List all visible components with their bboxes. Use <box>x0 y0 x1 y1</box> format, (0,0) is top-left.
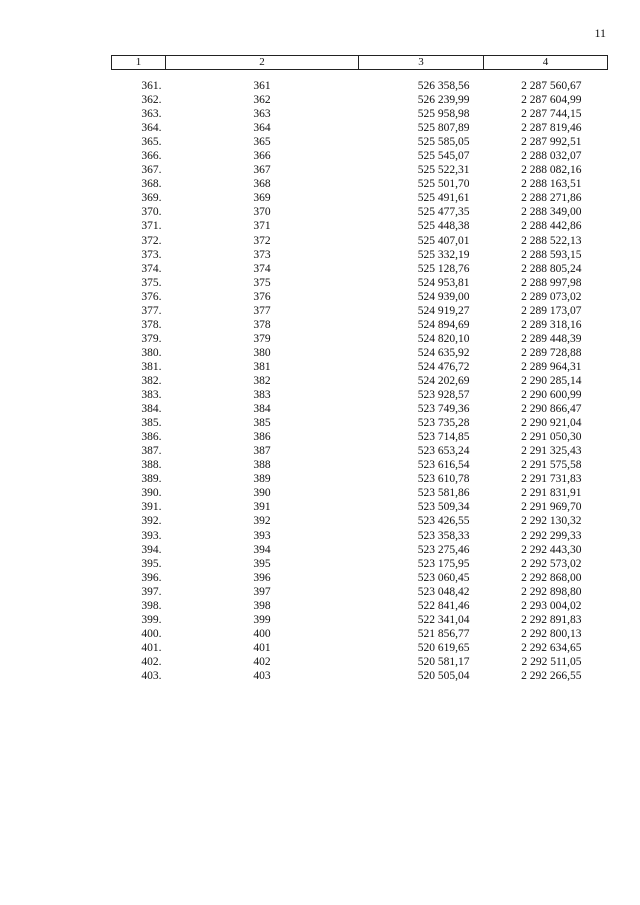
point-number: 403 <box>253 669 271 682</box>
coordinate-x: 525 545,07 <box>417 150 470 163</box>
table-row <box>112 93 608 107</box>
row-number: 391. <box>141 501 162 514</box>
coordinate-y: 2 288 997,98 <box>521 276 582 289</box>
coordinate-y: 2 292 573,02 <box>521 557 582 570</box>
table-row <box>112 318 608 332</box>
table-row <box>112 585 608 599</box>
coordinate-y: 2 291 831,91 <box>521 487 582 500</box>
coordinates-table <box>111 55 608 683</box>
row-number: 375. <box>141 276 162 289</box>
table-row <box>112 599 608 613</box>
coordinate-y: 2 292 443,30 <box>521 543 582 556</box>
row-number: 386. <box>141 431 162 444</box>
row-number: 395. <box>141 557 162 570</box>
table-row <box>112 374 608 388</box>
coordinate-x: 525 448,38 <box>417 220 470 233</box>
coordinate-y: 2 292 891,83 <box>521 613 582 626</box>
point-number: 367 <box>253 164 271 177</box>
point-number: 384 <box>253 403 271 416</box>
coordinate-x: 525 332,19 <box>417 248 470 261</box>
coordinate-x: 524 894,69 <box>417 318 470 331</box>
coordinate-y: 2 292 511,05 <box>521 655 582 668</box>
column-header-1: 1 <box>112 56 166 70</box>
coordinate-y: 2 290 285,14 <box>521 375 582 387</box>
point-number: 402 <box>253 655 271 668</box>
coordinate-x: 526 239,99 <box>417 94 470 107</box>
coordinate-x: 524 919,27 <box>417 304 470 317</box>
row-number: 369. <box>141 192 162 205</box>
point-number: 362 <box>253 94 271 107</box>
coordinate-x: 523 581,86 <box>417 487 470 500</box>
coordinate-x: 525 807,89 <box>417 122 470 135</box>
point-number: 379 <box>253 332 271 345</box>
table-row <box>112 149 608 163</box>
table-header <box>112 56 608 70</box>
coordinate-x: 525 958,98 <box>417 108 470 121</box>
coordinate-x: 524 820,10 <box>417 332 470 345</box>
row-number: 403. <box>141 669 162 682</box>
table-row <box>112 571 608 585</box>
coordinate-y: 2 288 805,24 <box>521 262 582 275</box>
row-number: 377. <box>141 304 162 317</box>
table-body <box>112 70 608 684</box>
table-row <box>112 444 608 458</box>
coordinate-y: 2 288 522,13 <box>521 234 582 247</box>
point-number: 388 <box>253 459 271 472</box>
table-row <box>112 205 608 219</box>
coordinate-x: 520 581,17 <box>417 655 470 668</box>
point-number: 389 <box>253 473 271 486</box>
row-number: 387. <box>141 445 162 458</box>
row-number: 380. <box>141 346 162 359</box>
row-number: 393. <box>141 529 162 542</box>
table-row <box>112 346 608 360</box>
coordinate-x: 525 585,05 <box>417 136 470 149</box>
column-header-3: 3 <box>359 56 484 70</box>
row-number: 390. <box>141 487 162 500</box>
point-number: 361 <box>253 80 271 93</box>
coordinate-y: 2 291 050,30 <box>521 431 582 444</box>
coordinate-y: 2 288 271,86 <box>521 192 582 205</box>
coordinate-x: 523 735,28 <box>417 417 470 430</box>
point-number: 374 <box>253 262 271 275</box>
table-row <box>112 234 608 248</box>
coordinate-y: 2 288 163,51 <box>521 178 582 191</box>
table-row <box>112 669 608 683</box>
point-number: 364 <box>253 122 271 135</box>
table-row <box>112 290 608 304</box>
table-row <box>112 360 608 374</box>
row-number: 366. <box>141 150 162 163</box>
coordinate-y: 2 289 173,07 <box>521 304 582 317</box>
coordinate-y: 2 292 898,80 <box>521 585 582 598</box>
point-number: 396 <box>253 571 271 584</box>
table-row <box>112 248 608 262</box>
coordinate-y: 2 291 969,70 <box>521 501 582 514</box>
coordinate-x: 520 619,65 <box>417 641 470 654</box>
table-row <box>112 107 608 121</box>
point-number: 382 <box>253 375 271 387</box>
row-number: 383. <box>141 389 162 402</box>
table-row <box>112 332 608 346</box>
coordinate-y: 2 287 819,46 <box>521 122 582 135</box>
coordinate-x: 523 749,36 <box>417 403 470 416</box>
row-number: 370. <box>141 206 162 219</box>
table-row <box>112 262 608 276</box>
coordinate-x: 525 128,76 <box>417 262 470 275</box>
point-number: 393 <box>253 529 271 542</box>
point-number: 400 <box>253 627 271 640</box>
table-row <box>112 613 608 627</box>
point-number: 383 <box>253 389 271 402</box>
coordinate-x: 525 407,01 <box>417 234 470 247</box>
point-number: 394 <box>253 543 271 556</box>
point-number: 380 <box>253 346 271 359</box>
point-number: 378 <box>253 318 271 331</box>
table-row <box>112 472 608 486</box>
coordinate-y: 2 291 575,58 <box>521 459 582 472</box>
row-number: 381. <box>141 360 162 373</box>
coordinate-x: 520 505,04 <box>417 669 470 682</box>
coordinate-x: 525 501,70 <box>417 178 470 191</box>
table-row <box>112 191 608 205</box>
coordinate-y: 2 292 634,65 <box>521 641 582 654</box>
coordinate-x: 523 060,45 <box>417 571 470 584</box>
coordinate-y: 2 293 004,02 <box>521 599 582 612</box>
point-number: 385 <box>253 417 271 430</box>
coordinate-x: 523 653,24 <box>417 445 470 458</box>
table-row <box>112 121 608 135</box>
coordinate-y: 2 288 032,07 <box>521 150 582 163</box>
point-number: 398 <box>253 599 271 612</box>
point-number: 397 <box>253 585 271 598</box>
coordinate-x: 525 522,31 <box>417 164 470 177</box>
coordinate-y: 2 290 866,47 <box>521 403 582 416</box>
row-number: 384. <box>141 403 162 416</box>
coordinate-x: 524 202,69 <box>417 375 470 387</box>
table-row <box>112 388 608 402</box>
coordinate-y: 2 292 868,00 <box>521 571 582 584</box>
table-row <box>112 514 608 528</box>
coordinate-x: 522 341,04 <box>417 613 470 626</box>
coordinate-x: 523 610,78 <box>417 473 470 486</box>
coordinate-x: 523 714,85 <box>417 431 470 444</box>
point-number: 363 <box>253 108 271 121</box>
row-number: 388. <box>141 459 162 472</box>
coordinate-x: 524 476,72 <box>417 360 470 373</box>
point-number: 391 <box>253 501 271 514</box>
coordinate-y: 2 289 318,16 <box>521 318 582 331</box>
coordinate-x: 523 358,33 <box>417 529 470 542</box>
coordinate-y: 2 287 744,15 <box>521 108 582 121</box>
row-number: 362. <box>141 94 162 107</box>
point-number: 365 <box>253 136 271 149</box>
point-number: 366 <box>253 150 271 163</box>
row-number: 372. <box>141 234 162 247</box>
point-number: 392 <box>253 515 271 528</box>
coordinate-y: 2 288 593,15 <box>521 248 582 261</box>
coordinate-x: 526 358,56 <box>417 80 470 93</box>
coordinate-x: 522 841,46 <box>417 599 470 612</box>
table-row <box>112 135 608 149</box>
point-number: 386 <box>253 431 271 444</box>
coordinate-x: 523 426,55 <box>417 515 470 528</box>
table-row <box>112 543 608 557</box>
page-number: 11 <box>594 26 606 40</box>
header-row <box>112 56 608 70</box>
row-number: 373. <box>141 248 162 261</box>
coordinate-x: 524 939,00 <box>417 290 470 303</box>
coordinate-y: 2 291 731,83 <box>521 473 582 486</box>
point-number: 369 <box>253 192 271 205</box>
point-number: 368 <box>253 178 271 191</box>
coordinate-y: 2 287 992,51 <box>521 136 582 149</box>
table-row <box>112 430 608 444</box>
coordinate-y: 2 289 728,88 <box>521 346 582 359</box>
point-number: 373 <box>253 248 271 261</box>
row-number: 379. <box>141 332 162 345</box>
row-number: 376. <box>141 290 162 303</box>
point-number: 370 <box>253 206 271 219</box>
point-number: 375 <box>253 276 271 289</box>
table-row <box>112 458 608 472</box>
row-number: 400. <box>141 627 162 640</box>
table-row <box>112 557 608 571</box>
row-number: 398. <box>141 599 162 612</box>
coordinate-y: 2 288 442,86 <box>521 220 582 233</box>
column-header-2: 2 <box>166 56 359 70</box>
coordinate-x: 523 175,95 <box>417 557 470 570</box>
row-number: 382. <box>141 375 162 387</box>
row-number: 401. <box>141 641 162 654</box>
row-number: 389. <box>141 473 162 486</box>
row-number: 367. <box>141 164 162 177</box>
row-number: 399. <box>141 613 162 626</box>
coordinate-x: 521 856,77 <box>417 627 470 640</box>
row-number: 365. <box>141 136 162 149</box>
row-number: 364. <box>141 122 162 135</box>
point-number: 372 <box>253 234 271 247</box>
table-row <box>112 641 608 655</box>
coordinate-y: 2 289 964,31 <box>521 360 582 373</box>
coordinate-y: 2 291 325,43 <box>521 445 582 458</box>
coordinate-x: 524 635,92 <box>417 346 470 359</box>
table-row <box>112 627 608 641</box>
table-row <box>112 416 608 430</box>
coordinate-x: 525 491,61 <box>417 192 470 205</box>
table-row <box>112 304 608 318</box>
coordinate-y: 2 290 921,04 <box>521 417 582 430</box>
row-number: 368. <box>141 178 162 191</box>
row-number: 378. <box>141 318 162 331</box>
row-number: 396. <box>141 571 162 584</box>
coordinate-y: 2 292 130,32 <box>521 515 582 528</box>
coordinate-x: 523 928,57 <box>417 389 470 402</box>
row-number: 363. <box>141 108 162 121</box>
coordinate-y: 2 292 800,13 <box>521 627 582 640</box>
row-number: 394. <box>141 543 162 556</box>
point-number: 381 <box>253 360 271 373</box>
row-number: 392. <box>141 515 162 528</box>
row-number: 385. <box>141 417 162 430</box>
row-number: 402. <box>141 655 162 668</box>
coordinate-y: 2 292 266,55 <box>521 669 582 682</box>
point-number: 387 <box>253 445 271 458</box>
table-row <box>112 276 608 290</box>
point-number: 377 <box>253 304 271 317</box>
point-number: 376 <box>253 290 271 303</box>
row-number: 374. <box>141 262 162 275</box>
coordinate-x: 523 048,42 <box>417 585 470 598</box>
point-number: 395 <box>253 557 271 570</box>
coordinate-y: 2 288 082,16 <box>521 164 582 177</box>
table-row <box>112 177 608 191</box>
coordinate-x: 524 953,81 <box>417 276 470 289</box>
table-row <box>112 529 608 543</box>
table-row <box>112 486 608 500</box>
point-number: 371 <box>253 220 271 233</box>
column-header-4: 4 <box>484 56 608 70</box>
coordinate-y: 2 287 560,67 <box>521 80 582 93</box>
coordinate-x: 523 509,34 <box>417 501 470 514</box>
table-row <box>112 500 608 514</box>
point-number: 399 <box>253 613 271 626</box>
coordinate-y: 2 289 448,39 <box>521 332 582 345</box>
row-number: 397. <box>141 585 162 598</box>
table-row <box>112 219 608 233</box>
coordinate-y: 2 292 299,33 <box>521 529 582 542</box>
table-row <box>112 163 608 177</box>
coordinate-x: 523 616,54 <box>417 459 470 472</box>
table-row <box>112 655 608 669</box>
coordinate-x: 525 477,35 <box>417 206 470 219</box>
coordinate-x: 523 275,46 <box>417 543 470 556</box>
coordinate-y: 2 287 604,99 <box>521 94 582 107</box>
point-number: 401 <box>253 641 271 654</box>
coordinate-y: 2 290 600,99 <box>521 389 582 402</box>
table-row <box>112 402 608 416</box>
table-row <box>112 70 608 94</box>
point-number: 390 <box>253 487 271 500</box>
row-number: 361. <box>141 80 162 93</box>
coordinate-y: 2 289 073,02 <box>521 290 582 303</box>
coordinate-y: 2 288 349,00 <box>521 206 582 219</box>
row-number: 371. <box>141 220 162 233</box>
